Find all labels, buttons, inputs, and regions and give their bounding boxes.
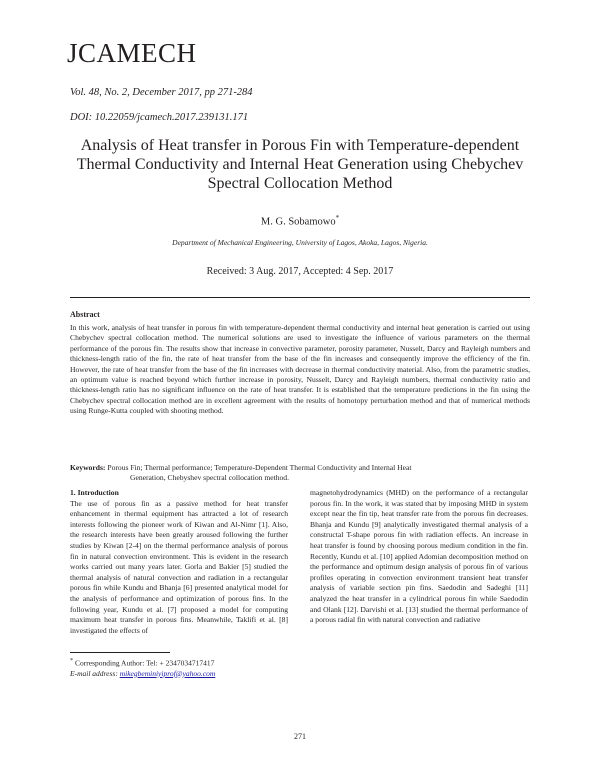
author-line <box>0 214 600 228</box>
email-label: E-mail address: <box>70 668 118 678</box>
author-mark: * <box>335 214 340 222</box>
divider-top <box>70 297 530 298</box>
received-dates: Received: 3 Aug. 2017, Accepted: 4 Sep. 2017 <box>206 266 394 277</box>
intro-heading: 1. Introduction <box>70 488 119 497</box>
abstract-text: In this work, analysis of heat transfer in porous fin with temperature-dependent thermal conductivity and internal heat generation is carried out using Chebychev spectral collocation method. The numerical solutions are used to investigate the influence of various parameters on the thermal performance of the porous fin. The results show that increase in convective parameter, porosity parameter, Nusselt, Darcy and Rayleigh numbers and thickness-length ratio of the fin, the rate of heat transfer from the base of the fin increases and consequently improve the efficiency of the fin. However, the rate of heat transfer from the base of the fin increases with decrease in thermal conductivity material. Also, from the parametric studies, an optimum value is reached beyond which further increase in porosity, Nusselt, Darcy and Rayleigh numbers, thermal conductivity ratio and thickness-length ratio has no significant influence on the rate of heat transfer. It is established that the temperature predictions in the fin using the Chebychev spectral collocation method are in excellent agreement with the results of homotopy perturbation method and that of numerical methods using Runge-Kutta coupled with shooting method. <box>70 323 530 416</box>
email-link[interactable]: mikegbeminiyiprof@yahoo.com <box>119 668 216 678</box>
keywords-label: Keywords: <box>70 463 106 472</box>
keywords-line1: Porous Fin; Thermal performance; Temperature-Dependent Thermal Conductivity and Internal Heat <box>107 463 412 472</box>
intro-right-text: magnetohydrodynamics (MHD) on the performance of a rectangular porous fin. In the work, it was stated that by imposing MHD in system except near the fin tip, heat transfer rate from the porous fin decreases. Bhanja and Kundu [9] analytically investigated thermal analysis of a constructal T-shape porous fin with radiation effects. An increase in heat transfer is found by choosing porous medium condition in the fin. Recently, Kundu et al. [10] applied Adomian decomposition method on the performance and optimum design analysis of porous fin of various profiles operating in convection environment transient heat transfer analysis of variable section pin fins. Saedodin and Sadeghi [11] analyzed the heat transfer in a cylindrical porous fin while Saedodin and Olank [12]. Darvishi et al. [13] studied the thermal performance of a porous radial fin with natural convection and radiative <box>310 488 528 625</box>
intro-right-column <box>310 488 528 626</box>
paper-title: Analysis of Heat transfer in Porous Fin with Temperature-dependent Thermal Conductivity and Internal Heat Generation using Chebychev Spectral Collocation Method <box>76 137 524 192</box>
keywords-line2: Generation, Chebyshev spectral collocation method. <box>130 473 289 483</box>
journal-name: JCAMECH <box>67 38 197 68</box>
page-number: 271 <box>294 732 306 741</box>
intro-left-text: The use of porous fin as a passive method for heat transfer enhancement in thermal equipment has attracted a lot of research interests following the pioneer work of Kiwan and Al-Nimr [1]. Also, the research interests have been greatly aroused following the further studies by Kiwan [2-4] on the thermal performance analysis of porous fin in natural convection environment. This is evident in the research works carried out many years later. Gorla and Bakier [5] studied the thermal analysis of natural convection and radiation in a rectangular porous fin while Kundu and Bhanja [6] presented analytical model for the analysis of performance and optimization of porous fins. In the following year, Kundu et al. [7] proposed a model for computing maximum heat transfer in porous fins. Meanwhile, Taklifi et al. [8] investigated the effects of <box>70 498 288 635</box>
keywords <box>70 463 530 484</box>
abstract-heading: Abstract <box>70 310 100 319</box>
corresponding-author: Corresponding Author: Tel: + 2347034717417 <box>75 658 215 668</box>
intro-left-column <box>70 488 288 636</box>
footnote-rule <box>70 652 170 653</box>
volume-info: Vol. 48, No. 2, December 2017, pp 271-284 <box>70 87 253 98</box>
affiliation: Department of Mechanical Engineering, University of Lagos, Akoka, Lagos, Nigeria. <box>172 238 428 247</box>
footnote-mark: * <box>70 657 74 664</box>
footnote <box>70 656 215 679</box>
author-name: M. G. Sobamowo <box>260 216 336 228</box>
doi: DOI: 10.22059/jcamech.2017.239131.171 <box>70 112 249 123</box>
